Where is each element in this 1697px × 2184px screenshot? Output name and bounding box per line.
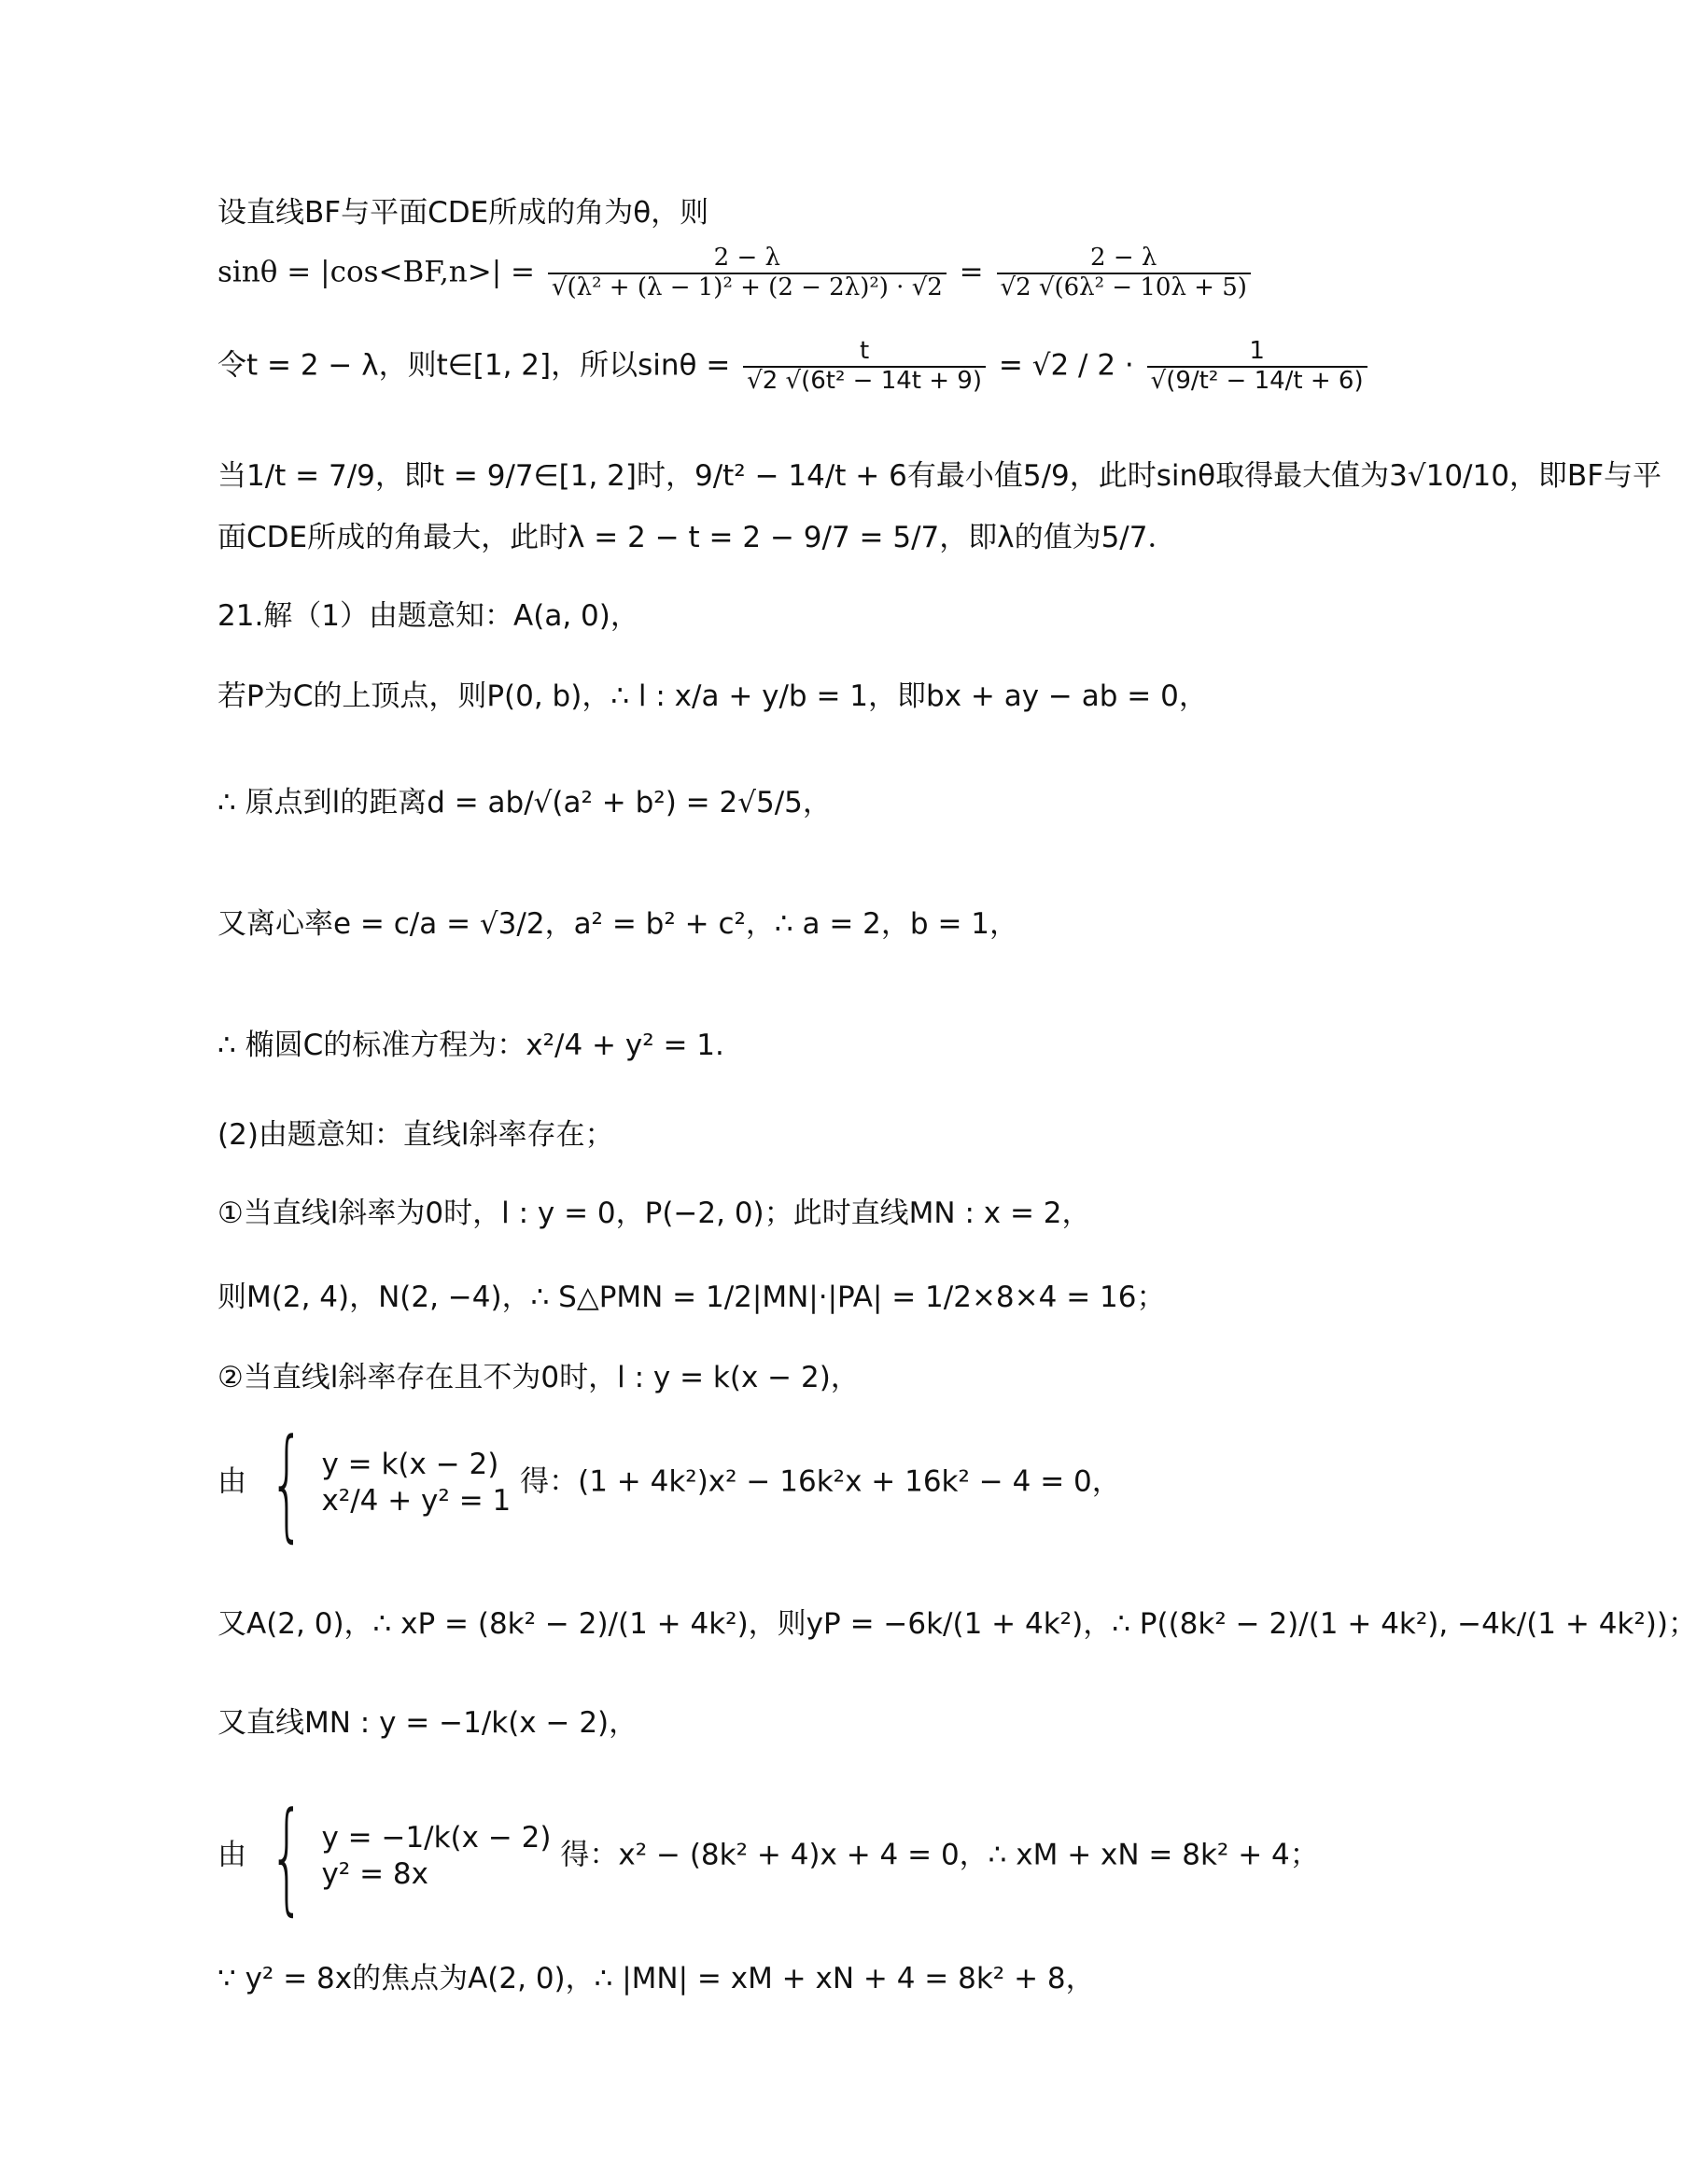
text-line-11: (2)由题意知：直线l斜率存在； bbox=[217, 1118, 614, 1152]
substitution-line bbox=[217, 338, 1371, 396]
text-line-5: 面CDE所成的角最大，此时λ = 2 − t = 2 − 9/7 = 5/7，即λ的值为5/7． bbox=[217, 521, 1177, 554]
text-line-7: 若P为C的上顶点，则P(0, b)，∴ l : x/a + y/b = 1，即bx + ay − ab = 0， bbox=[217, 679, 1208, 713]
sin-theta-equation bbox=[217, 245, 1255, 302]
fraction-4-num: 1 bbox=[1249, 337, 1265, 365]
text-line-9: 又离心率e = c/a = √3/2，a² = b² + c²，∴ a = 2，b = 1， bbox=[217, 907, 1018, 941]
system-2-prefix: 由 bbox=[217, 1838, 246, 1872]
left-brace-icon: { bbox=[269, 1412, 304, 1554]
fraction-1-num: 2 − λ bbox=[713, 244, 781, 272]
text-line-10: ∴ 椭圆C的标准方程为：x²/4 + y² = 1. bbox=[217, 1029, 724, 1062]
text-line-14: ②当直线l斜率存在且不为0时，l : y = k(x − 2)， bbox=[217, 1361, 860, 1394]
substitution-text: 令t = 2 − λ，则t∈[1, 2]，所以sinθ = bbox=[217, 348, 731, 383]
equals-sign: = bbox=[959, 255, 984, 289]
text-line-6: 21.解（1）由题意知：A(a, 0)， bbox=[217, 599, 639, 633]
left-brace-icon-2: { bbox=[269, 1785, 304, 1927]
system-1-result: 得：(1 + 4k²)x² − 16k²x + 16k² − 4 = 0， bbox=[520, 1464, 1121, 1499]
system-1-eq1: y = k(x − 2) bbox=[321, 1448, 499, 1482]
fraction-2 bbox=[997, 245, 1251, 302]
sqrt2-over-2: √2 / 2 · bbox=[1031, 348, 1134, 383]
system-2 bbox=[321, 1820, 551, 1893]
system-1-prefix: 由 bbox=[217, 1464, 246, 1499]
system-1 bbox=[321, 1447, 511, 1519]
system-2-line bbox=[217, 1785, 1319, 1927]
equals-sign-2: = bbox=[998, 348, 1023, 383]
fraction-4-den: √(9/t² − 14/t + 6) bbox=[1147, 366, 1367, 396]
fraction-3-den: √2 √(6t² − 14t + 9) bbox=[743, 366, 986, 396]
fraction-3-num: t bbox=[859, 337, 870, 365]
fraction-4 bbox=[1147, 338, 1367, 396]
text-line-12: ①当直线l斜率为0时，l : y = 0，P(−2, 0)；此时直线MN : x = 2， bbox=[217, 1197, 1091, 1230]
text-line-13: 则M(2, 4)，N(2, −4)，∴ S△PMN = 1/2|MN|·|PA| = 1/2×8×4 = 16； bbox=[217, 1281, 1166, 1314]
text-line-4: 当1/t = 7/9，即t = 9/7∈[1, 2]时，9/t² − 14/t + 6有最小值5/9，此时sinθ取得最大值为3√10/10，即BF与平 bbox=[217, 459, 1662, 493]
fraction-2-num: 2 − λ bbox=[1090, 244, 1157, 272]
text-line-19: ∵ y² = 8x的焦点为A(2, 0)，∴ |MN| = xM + xN + 4 = 8k² + 8， bbox=[217, 1962, 1095, 1995]
fraction-1 bbox=[548, 245, 947, 302]
fraction-2-den: √2 √(6λ² − 10λ + 5) bbox=[997, 273, 1251, 302]
text-line-1: 设直线BF与平面CDE所成的角为θ，则 bbox=[217, 196, 709, 230]
fraction-3 bbox=[743, 338, 986, 396]
text-line-17: 又直线MN : y = −1/k(x − 2)， bbox=[217, 1706, 638, 1740]
system-1-eq2: x²/4 + y² = 1 bbox=[321, 1484, 512, 1518]
fraction-1-den: √(λ² + (λ − 1)² + (2 − 2λ)²) · √2 bbox=[548, 273, 947, 302]
system-2-result: 得：x² − (8k² + 4)x + 4 = 0，∴ xM + xN = 8k² + 4； bbox=[560, 1838, 1319, 1872]
system-1-line bbox=[217, 1412, 1121, 1554]
text-line-8: ∴ 原点到l的距离d = ab/√(a² + b²) = 2√5/5， bbox=[217, 786, 832, 819]
equation-lhs: sinθ = |cos<BF,n>| = bbox=[217, 255, 536, 289]
system-2-eq2: y² = 8x bbox=[321, 1857, 428, 1891]
text-line-16: 又A(2, 0)，∴ xP = (8k² − 2)/(1 + 4k²)，则yP = −6k/(1 + 4k²)，∴ P((8k² − 2)/(1 + 4k²), −4k/(1 + 4k²))； bbox=[217, 1607, 1697, 1641]
system-2-eq1: y = −1/k(x − 2) bbox=[321, 1821, 552, 1855]
